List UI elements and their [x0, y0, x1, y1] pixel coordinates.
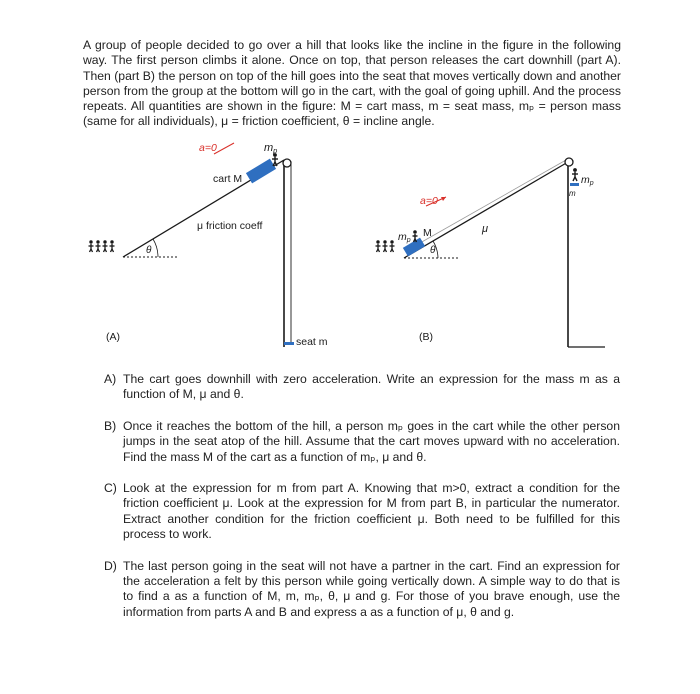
mp-label-a: mp — [264, 142, 278, 155]
question-a — [104, 372, 620, 403]
friction-label-a: μ friction coeff — [197, 220, 263, 232]
panel-b-label: (B) — [419, 331, 433, 343]
cart-a — [246, 159, 276, 184]
rope-incline-b — [420, 160, 566, 243]
mp-label-b: mp — [398, 231, 411, 244]
person-on-seat-icon — [572, 168, 578, 181]
seat-b — [570, 183, 579, 186]
question-letter: A) — [104, 372, 117, 386]
theta-label-a: θ — [146, 245, 152, 256]
accel-arrow-a — [214, 143, 234, 154]
panel-a-diagram — [89, 142, 328, 348]
angle-arc-a — [153, 239, 158, 257]
pulley-a — [283, 159, 291, 167]
question-d — [104, 559, 620, 621]
question-letter: C) — [104, 481, 117, 496]
people-group-icon-b — [376, 240, 395, 252]
question-letter: B) — [104, 418, 117, 433]
seat-label-a: seat m — [296, 336, 328, 348]
a-zero-label-b: a=0 — [420, 195, 438, 207]
problem-intro: A group of people decided to go over a hill that looks like the incline in the figure in the following way. The first person climbs it alone. Once on top, that person releases the cart downhill (part A). Then (part B) the person on top of the hill goes into the seat that moves vertically down and another person from the group at the bottom will go in the cart, with the goal of going uphill. And the process repeats. All quantities are shown in the figure: M = cart mass, m = seat mass, mₚ = person mass (same for all individuals), μ = friction coefficient, θ = incline angle. — [83, 38, 621, 129]
pulley-b — [565, 158, 573, 166]
question-c — [104, 481, 620, 543]
cart-mass-label-b: M — [423, 227, 432, 239]
panel-b-diagram — [376, 158, 606, 347]
question-text: Look at the expression for m from part A. Knowing that m>0, extract a condition for the friction coefficient μ. Look at the expression for M from part B, in particular the numerator. Extract another condition for the friction coefficient μ. Both need to be fulfilled for this process to work. — [123, 481, 620, 542]
incline-figure — [0, 132, 700, 362]
panel-a-label: (A) — [106, 331, 120, 343]
mu-label-b: μ — [482, 223, 489, 235]
theta-label-b: θ — [430, 245, 436, 256]
figure-svg — [0, 132, 700, 362]
top-mp-label-b: mp — [581, 174, 594, 187]
a-zero-label-a: a=0 — [199, 142, 217, 154]
people-group-icon — [89, 240, 115, 252]
question-text: The cart goes downhill with zero acceleration. Write an expression for the mass m as a function of M, μ and θ. — [123, 372, 620, 402]
seat-a — [284, 342, 294, 345]
incline-b — [404, 162, 568, 258]
question-text: Once it reaches the bottom of the hill, a person mₚ goes in the cart while the other person jumps in the seat atop of the hill. Assume that the cart moves upward with no acceleration. Find the mass M of the cart as a function of mₚ, μ and θ. — [123, 418, 620, 464]
cart-label-a: cart M — [213, 173, 243, 185]
seat-mass-label-b: m — [569, 189, 576, 198]
question-text: The last person going in the seat will not have a partner in the cart. Find an expression for the acceleration a felt by this person while going vertically down. A simple way to do that is to find a as a function of M, m, mₚ, θ, μ and g. For those of you brave enough, use the information from parts A and B and express a as a function of μ, θ and g. — [123, 558, 620, 619]
question-letter: D) — [104, 558, 117, 573]
question-b — [104, 419, 620, 465]
question-list — [104, 372, 620, 636]
